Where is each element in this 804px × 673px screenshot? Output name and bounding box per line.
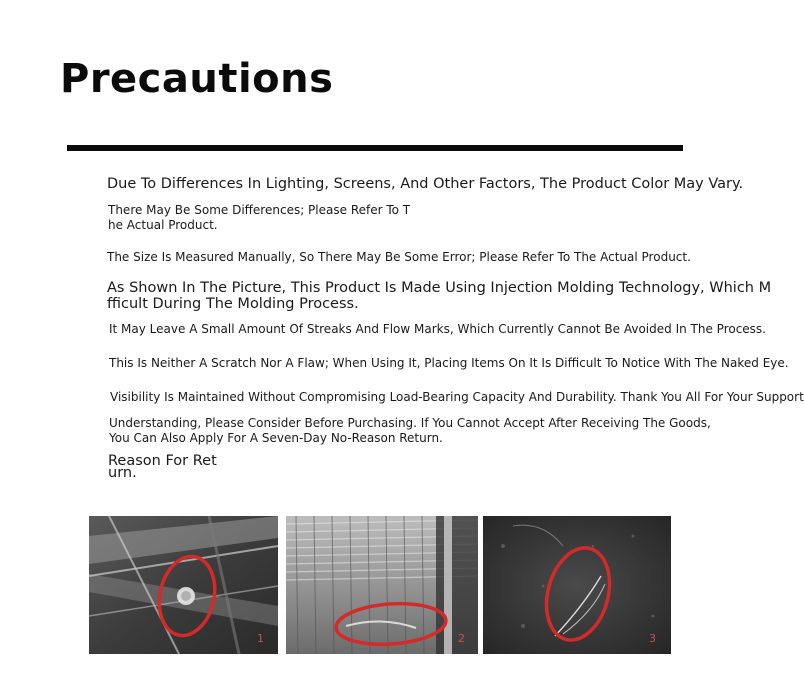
image-number-3: 3 [649, 632, 656, 645]
text-line-reason-2: urn. [108, 465, 137, 481]
caption-image-2 [331, 491, 471, 519]
text-line-color: Due To Differences In Lighting, Screens, And Other Factors, The Product Color May Vary. [107, 176, 744, 192]
enlarged-image-irregular-texture [286, 516, 478, 654]
page-title: Precautions [60, 56, 334, 102]
text-line-differences-2: he Actual Product. [108, 218, 218, 232]
text-line-differences-1: There May Be Some Differences; Please Refer To T [108, 203, 411, 217]
enlarged-image-injection-port [89, 516, 278, 654]
enlarged-image-light-scratches [483, 516, 671, 654]
text-line-molding-1: As Shown In The Picture, This Product Is Made Using Injection Molding Technology, Which M [107, 280, 772, 296]
text-line-understanding-2: You Can Also Apply For A Seven-Day No-Reason Return. [109, 431, 443, 445]
text-line-understanding-1: Understanding, Please Consider Before Purchasing. If You Cannot Accept After Receiving The Goods, [109, 416, 711, 430]
text-line-size: The Size Is Measured Manually, So There May Be Some Error; Please Refer To The Actual Product. [107, 250, 691, 264]
caption-image-3 [534, 491, 674, 519]
text-line-streaks: It May Leave A Small Amount Of Streaks And Flow Marks, Which Currently Cannot Be Avoided In The Process. [109, 322, 766, 336]
image-number-1: 1 [257, 632, 264, 645]
image-number-2: 2 [458, 632, 465, 645]
text-line-visibility: Visibility Is Maintained Without Compromising Load-Bearing Capacity And Durability. Thank You All For Your Support [110, 390, 804, 404]
title-divider [67, 145, 683, 151]
caption-image-1 [132, 491, 272, 519]
text-line-molding-2: fficult During The Molding Process. [107, 296, 359, 312]
text-line-reason-1: Reason For Ret [108, 453, 217, 469]
text-line-scratch: This Is Neither A Scratch Nor A Flaw; When Using It, Placing Items On It Is Difficult To Notice With The Naked Eye. [109, 356, 789, 370]
